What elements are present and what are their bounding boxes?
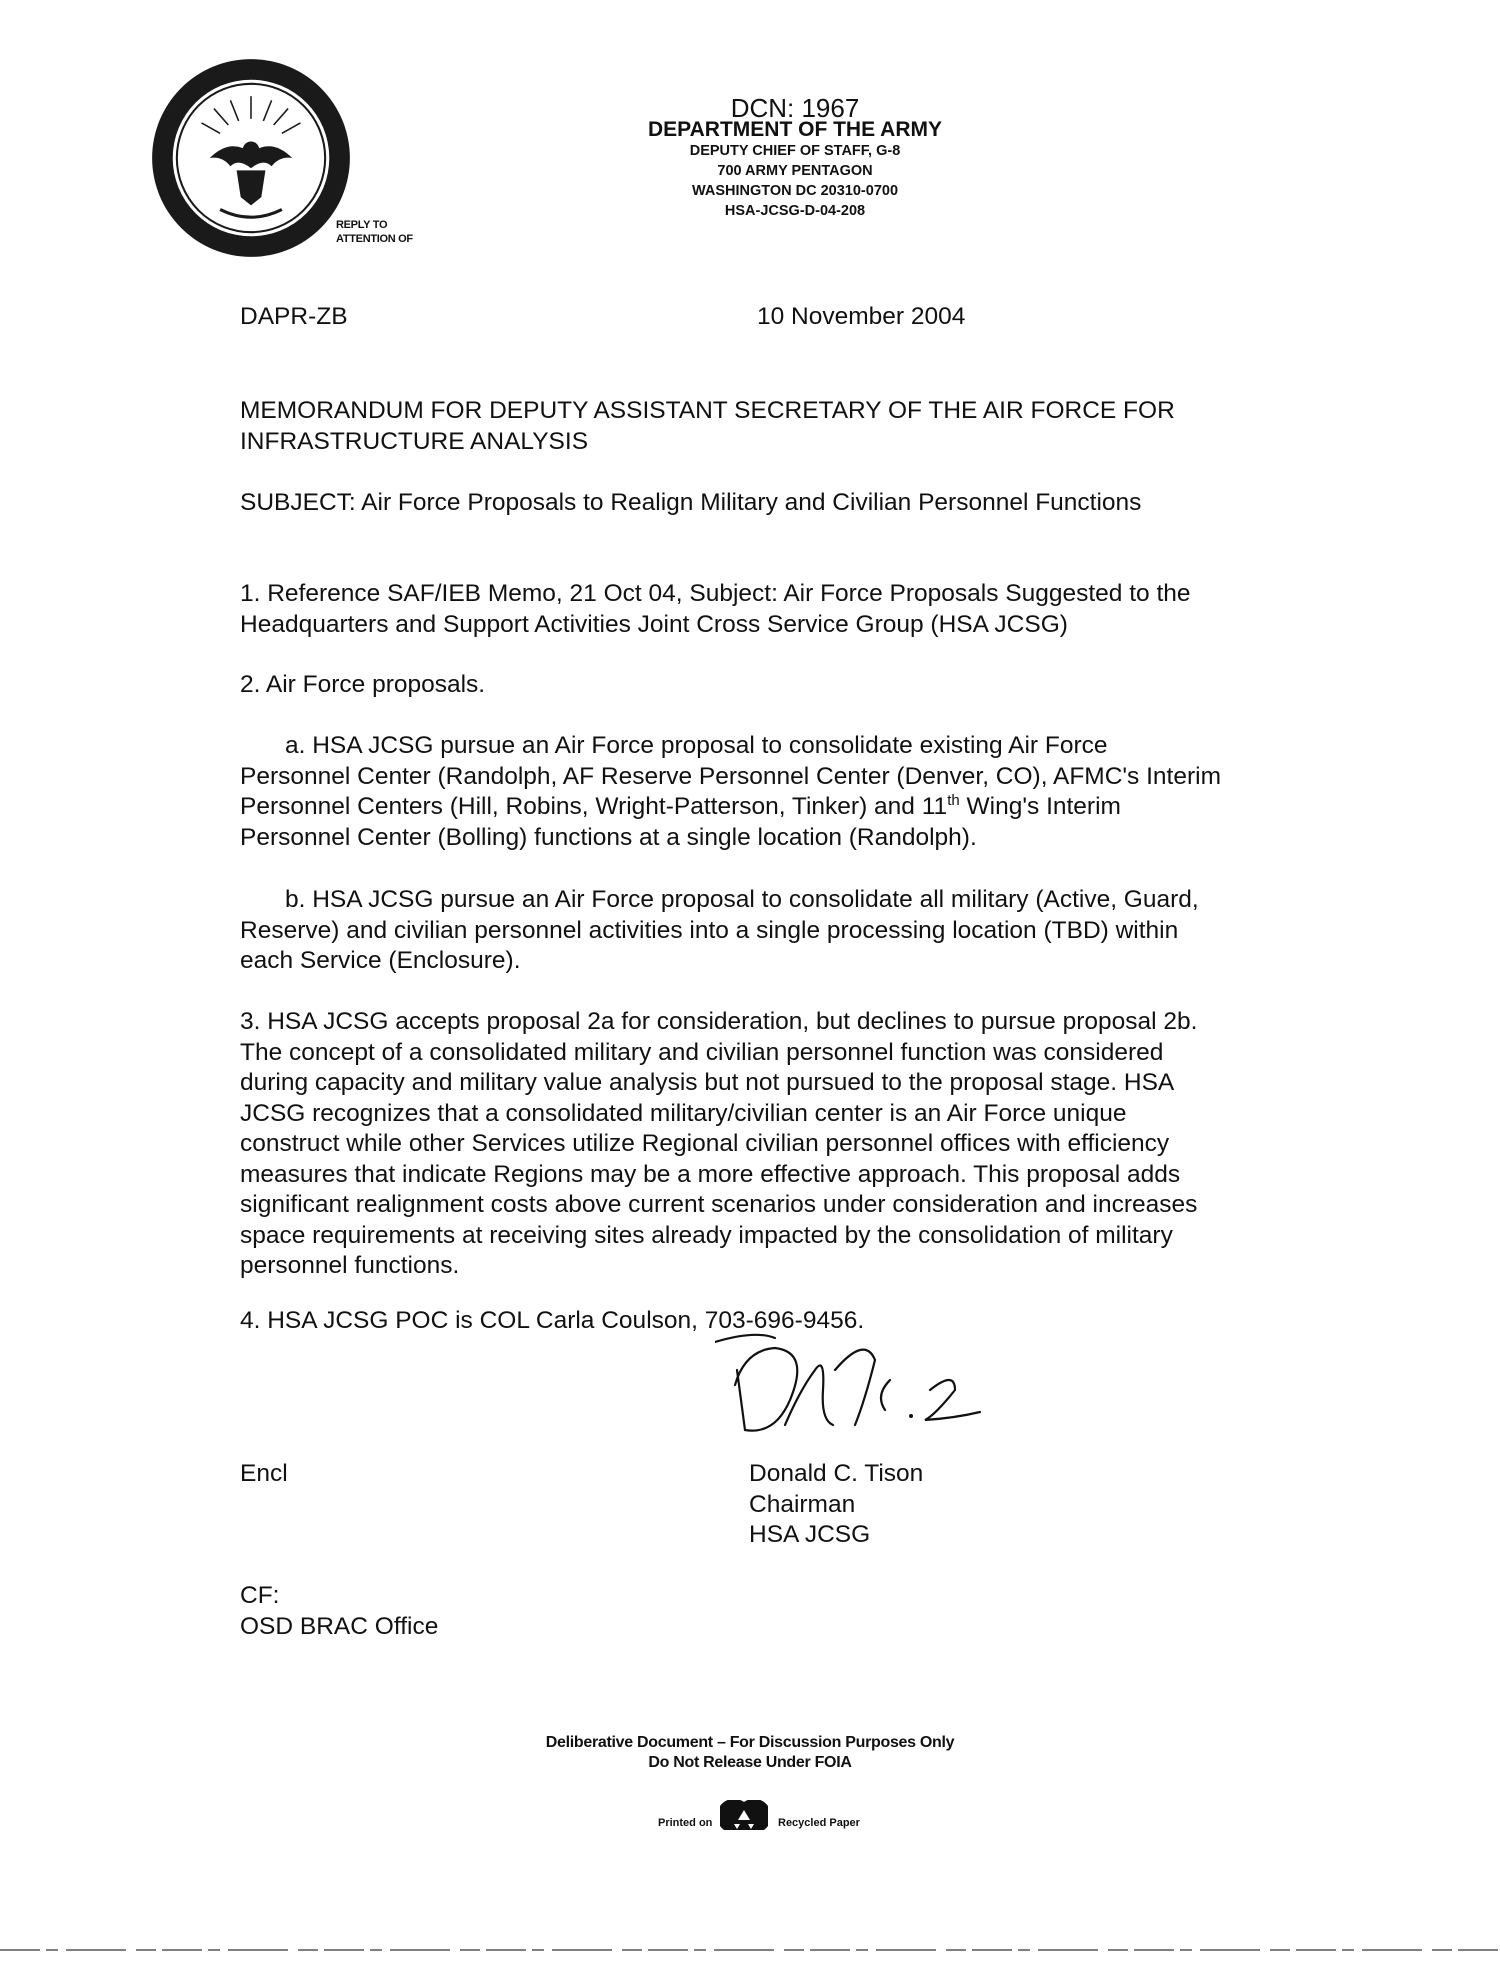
paragraph-line: each Service (Enclosure). [240,947,521,974]
memo-for-line: MEMORANDUM FOR DEPUTY ASSISTANT SECRETARY OF THE AIR FORCE FOR [240,397,1175,424]
letterhead-line: HSA-JCSG-D-04-208 [724,203,866,219]
dcn-number: DCN: 1967 [730,93,860,123]
paragraph-line: Personnel Center (Randolph, AF Reserve Personnel Center (Denver, CO), AFMC's Interim [240,762,1221,790]
letterhead [560,93,1030,221]
letterhead-line: 700 ARMY PENTAGON [717,163,873,179]
paragraph-line: b. HSA JCSG pursue an Air Force proposal to consolidate all military (Active, Guard, [285,886,1199,913]
memo-for-line: INFRASTRUCTURE ANALYSIS [240,427,589,455]
paragraph-text: Wing's Interim [959,793,1121,820]
attention-of-line: ATTENTION OF [336,233,413,245]
footer-notice [480,1733,1020,1773]
recycled-paper-mark [600,1797,900,1837]
reply-to-attention [336,218,413,246]
paragraph-line-with-superscript [240,792,1355,823]
recycle-logo-icon [720,1800,768,1834]
paragraph-line: during capacity and military value analysis but not pursued to the proposal stage. HSA [240,1069,1175,1096]
paragraph-3 [240,1007,1350,1282]
paragraph-2a [240,731,1355,853]
paragraph-line: measures that indicate Regions may be a more effective approach. This proposal adds [240,1160,1181,1188]
paragraph-line: a. HSA JCSG pursue an Air Force proposal to consolidate existing Air Force [285,732,1108,759]
paragraph-line: construct while other Services utilize Regional civilian personnel offices with efficiency [240,1130,1170,1157]
footer-deliberative: Deliberative Document – For Discussion Purposes Only [545,1734,955,1751]
handwritten-signature-icon [715,1330,1015,1450]
memorandum-for [240,396,1340,457]
copy-furnished [240,1581,438,1642]
ordinal-superscript: th [947,791,960,809]
paragraph-line: significant realignment costs above current scenarios under consideration and increases [240,1191,1198,1218]
footer-foia: Do Not Release Under FOIA [648,1754,852,1771]
paragraph-line: Personnel Center (Bolling) functions at a single location (Randolph). [240,823,977,851]
department-of-defense-seal-icon [148,55,354,261]
paragraph-line: personnel functions. [240,1252,460,1279]
paragraph-line: 3. HSA JCSG accepts proposal 2a for consideration, but declines to pursue proposal 2b. [240,1008,1198,1035]
paragraph-line: JCSG recognizes that a consolidated military/civilian center is an Air Force unique [240,1099,1127,1127]
cf-recipient: OSD BRAC Office [240,1612,439,1640]
paragraph-line: 1. Reference SAF/IEB Memo, 21 Oct 04, Subject: Air Force Proposals Suggested to the [240,580,1191,607]
paragraph-line: space requirements at receiving sites already impacted by the consolidation of military [240,1221,1173,1249]
reply-to-line: REPLY TO [336,219,388,231]
recycled-paper-text: Recycled Paper [778,1817,860,1829]
paragraph-2b [240,885,1350,977]
signer-name: Donald C. Tison [749,1460,924,1487]
letterhead-line: WASHINGTON DC 20310-0700 [691,183,899,199]
office-symbol: DAPR-ZB [240,303,348,330]
printed-on-text: Printed on [658,1817,713,1829]
paragraph-4: 4. HSA JCSG POC is COL Carla Coulson, 703-696-9456. [240,1307,865,1334]
paragraph-2: 2. Air Force proposals. [240,671,486,698]
signer-title: Chairman [749,1490,856,1518]
signature-block [749,1459,923,1551]
signer-organization: HSA JCSG [749,1521,871,1548]
paragraph-line: The concept of a consolidated military and civilian personnel function was considered [240,1038,1164,1066]
memo-date: 10 November 2004 [757,303,966,330]
cf-label: CF: [240,1582,280,1609]
paragraph-line: Reserve) and civilian personnel activities into a single processing location (TBD) within [240,916,1179,944]
department-name: DEPARTMENT OF THE ARMY [648,118,942,141]
letterhead-line: DEPUTY CHIEF OF STAFF, G-8 [689,143,901,159]
paragraph-1 [240,579,1350,640]
subject-line: SUBJECT: Air Force Proposals to Realign Military and Civilian Personnel Functions [240,489,1142,516]
paragraph-line: Headquarters and Support Activities Joint Cross Service Group (HSA JCSG) [240,610,1068,638]
enclosure-label: Encl [240,1460,288,1487]
scan-edge-line [0,1948,1500,1952]
paragraph-text: Personnel Centers (Hill, Robins, Wright-Patterson, Tinker) and 11 [240,793,948,820]
